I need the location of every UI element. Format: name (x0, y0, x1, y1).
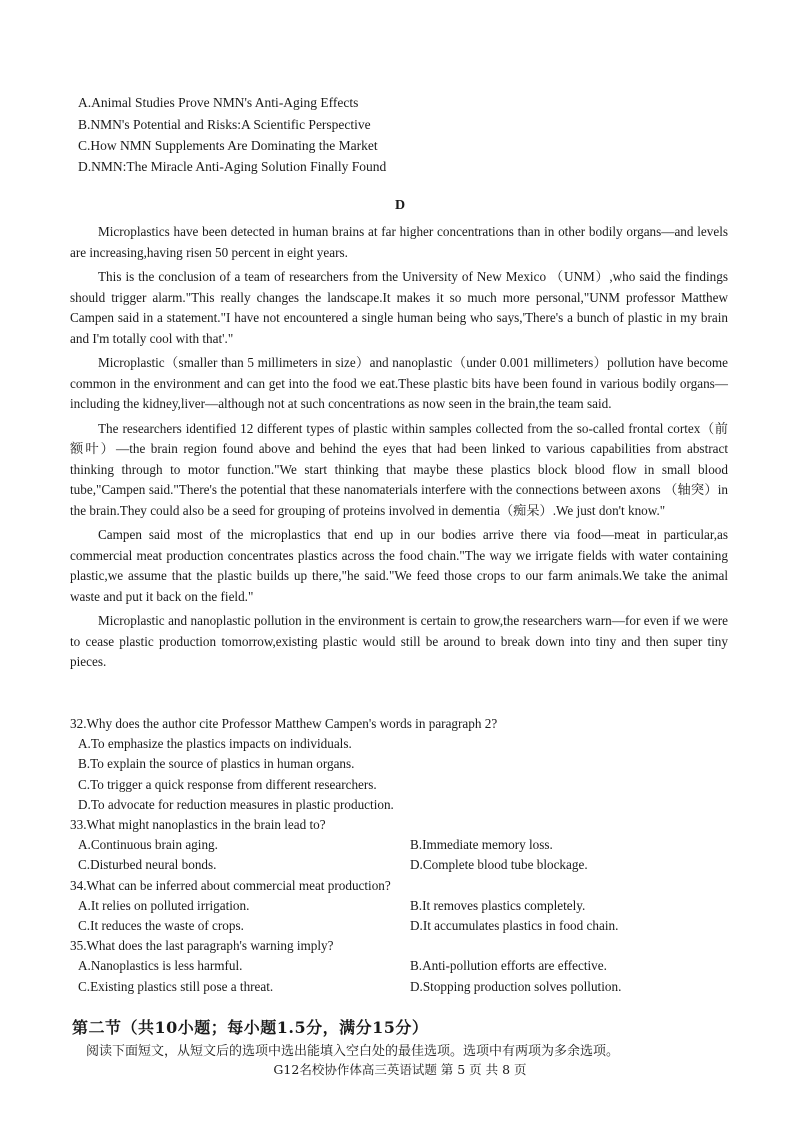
section-instruction: 阅读下面短文，从短文后的选项中选出能填入空白处的最佳选项。选项中有两项为多余选项。 (86, 1044, 620, 1059)
question-34-option-d: D.It accumulates plastics in food chain. (410, 918, 619, 934)
page-footer: G12名校协作体高三英语试题 第 5 页 共 8 页 (273, 1062, 527, 1077)
question-34-option-c: C.It reduces the waste of crops. (78, 918, 244, 934)
question-35-row-2 (78, 977, 730, 997)
question-33-option-a: A.Continuous brain aging. (78, 837, 218, 853)
paragraph-1: Microplastics have been detected in human brains at far higher concentrations than in other bodily organs—and levels are increasing,having risen 50 percent in eight years. (70, 224, 728, 260)
questions (70, 714, 730, 997)
paragraph-6: Microplastic and nanoplastic pollution in the environment is certain to grow,the researchers warn—for even if we were to cease plastic production tomorrow,existing plastic would still be around to break down into tiny and then super tiny pieces. (70, 613, 728, 669)
question-33-option-c: C.Disturbed neural bonds. (78, 857, 217, 873)
question-34-stem: 34.What can be inferred about commercial meat production? (70, 877, 391, 893)
question-33-option-d: D.Complete blood tube blockage. (410, 857, 588, 873)
prev-option-a: A.Animal Studies Prove NMN's Anti-Aging Effects (78, 95, 359, 110)
question-33-option-b: B.Immediate memory loss. (410, 837, 553, 853)
question-32-stem: 32.Why does the author cite Professor Matthew Campen's words in paragraph 2? (70, 716, 498, 731)
prev-option-d: D.NMN:The Miracle Anti-Aging Solution Finally Found (78, 159, 387, 174)
question-33-row-2 (78, 855, 730, 875)
question-33-stem: 33.What might nanoplastics in the brain lead to? (70, 817, 326, 833)
question-32-option-d: D.To advocate for reduction measures in plastic production. (78, 796, 394, 812)
prev-option-b: B.NMN's Potential and Risks:A Scientific Perspective (78, 117, 371, 132)
question-32-option-a: A.To emphasize the plastics impacts on individuals. (78, 736, 352, 752)
question-35-option-d: D.Stopping production solves pollution. (410, 978, 622, 994)
prev-option-c: C.How NMN Supplements Are Dominating the Market (78, 138, 378, 153)
question-35-option-b: B.Anti-pollution efforts are effective. (410, 958, 607, 974)
question-35-row-1 (78, 956, 730, 976)
question-34-row-1 (78, 896, 730, 916)
paragraph-4: The researchers identified 12 different types of plastic within samples collected from the so-called frontal cortex（前额叶）—the brain region found above and behind the eyes that had been linked to various capabilities from abstract thinking through to motor function."We start thinking that maybe these plastics block blood flow in small blood tube,"Campen said."There's the potential that these nanomaterials interfere with the connections between axons （轴突）in the brain.They could also be a seed for grouping of proteins involved in dementia（痴呆）.We just don't know." (70, 420, 728, 518)
question-33-row-1 (78, 835, 730, 855)
passage-letter: D (394, 198, 406, 213)
question-34-option-b: B.It removes plastics completely. (410, 897, 586, 913)
question-32-option-b: B.To explain the source of plastics in human organs. (78, 756, 355, 772)
question-35-option-c: C.Existing plastics still pose a threat. (78, 978, 274, 994)
question-32-option-c: C.To trigger a quick response from different researchers. (78, 776, 377, 792)
question-35-option-a: A.Nanoplastics is less harmful. (78, 958, 243, 974)
paragraph-3: Microplastic（smaller than 5 millimeters in size）and nanoplastic（under 0.001 millimeters）pollution have become common in the environment and can get into the food we eat.These plastic bits have been found in various bodily organs—including the kidney,liver—although not at such concentrations as now seen in the brain,the team said. (70, 355, 728, 411)
question-34-option-a: A.It relies on polluted irrigation. (78, 897, 250, 913)
question-35-stem: 35.What does the last paragraph's warning imply? (70, 938, 334, 954)
paragraph-5: Campen said most of the microplastics that end up in our bodies arrive there via food—meat in particular,as commercial meat production concentrates plastics across the food chain."The way we irrigate fields with water containing plastic,we assume that the plastic builds up there,"he said."We feed those crops to our farm animals.We take the animal waste and put it back on the field." (70, 527, 728, 604)
section-title: 第二节（共10小题；每小题1.5分，满分15分） (72, 1018, 429, 1037)
passage (70, 222, 728, 677)
paragraph-2: This is the conclusion of a team of researchers from the University of New Mexico （UNM）,who said the findings should trigger alarm."This really changes the landscape.It makes it so much more personal,"UNM professor Matthew Campen said in a statement."I have not encountered a single human being who says,'There's a bunch of plastic in my brain and I'm totally cool with that'." (70, 269, 728, 346)
question-34-row-2 (78, 916, 730, 936)
